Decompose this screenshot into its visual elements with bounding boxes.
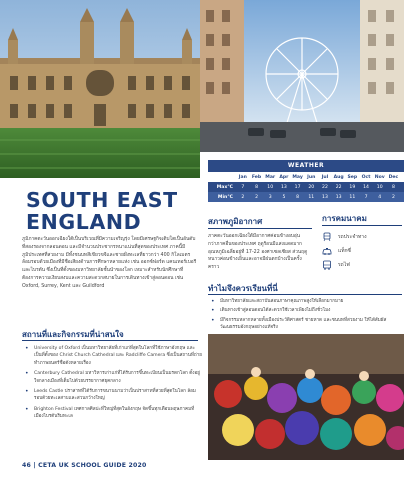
max-temp-value: 20	[308, 184, 315, 190]
max-temp-value: 10	[267, 184, 274, 190]
month-label: Jan	[238, 174, 247, 180]
min-temp-value: 13	[335, 194, 342, 200]
min-temp-value: 11	[308, 194, 315, 200]
weather-months-row	[208, 172, 404, 182]
oxford-college-photo	[0, 0, 200, 178]
places-heading: สถานที่และกิจกรรมที่น่าสนใจ	[22, 330, 124, 339]
max-temp-value: 8	[255, 184, 258, 190]
max-temp-label: Max°C	[216, 184, 233, 190]
page-footer: 46 | CETA UK SCHOOL GUIDE 2020	[22, 462, 147, 469]
why-study-list	[208, 298, 402, 334]
list-item: • Brighton Festival เทศกาลศิลปะที่ใหญ่ที่สุดในอังกฤษ จัดขึ้นทุกเดือนพฤษภาคมที่เมืองไบรตันริมทะเล	[25, 405, 195, 420]
list-item: • Leeds Castle ปราสาทที่ได้รับการขนานนามว่าเป็นปราสาทที่สวยที่สุดในโลก ล้อมรอบด้วยทะเลสาบและสวนกว้างใหญ่	[25, 388, 196, 402]
climate-heading: สภาพภูมิอากาศ	[208, 217, 263, 226]
transport-label: แท็กซี่	[338, 248, 351, 254]
list-item: • มีกิจกรรมหลากหลายทั้งเมืองประวัติศาสตร์ ชายหาด และชนบทที่สวยงาม ให้ได้สัมผัสวัฒนธรรมอังกฤษอย่างแท้จริง	[211, 316, 387, 331]
page-title-line-1: SOUTH EAST	[26, 188, 178, 212]
min-temp-value: 7	[364, 194, 368, 200]
min-temp-value: 3	[268, 194, 272, 200]
max-temp-value: 17	[294, 184, 301, 190]
transport-label: รถประจำทาง	[338, 234, 367, 240]
climate-paragraph: ภาคตะวันออกเฉียงใต้มีอากาศค่อนข้างอบอุ่นกว่าภาคอื่นของประเทศ ฤดูร้อนมีแสงแดดมาก อุณหภูมิเฉลี่ยอยู่ที่ 17-22 องศาเซลเซียส ส่วนฤดูหนาวค่อนข้างเย็นและอาจมีฝนตกบ้างเป็นครั้งคราว	[208, 234, 308, 271]
month-label: May	[292, 174, 303, 180]
max-temp-value: 7	[241, 184, 245, 190]
min-temp-value: 11	[349, 194, 356, 200]
places-divider	[22, 340, 198, 341]
bus-icon	[322, 260, 332, 270]
month-label: Mar	[265, 174, 276, 180]
min-temp-label: Min°C	[217, 194, 233, 200]
transport-list	[322, 230, 402, 272]
month-label: Jul	[321, 174, 329, 180]
weather-table-heading: WEATHER	[208, 160, 404, 172]
min-temp-value: 2	[391, 194, 395, 200]
month-label: Sep	[347, 174, 358, 180]
month-label: Dec	[388, 174, 399, 180]
min-temp-value: 4	[378, 194, 382, 200]
intro-paragraph: ภูมิภาคตะวันออกเฉียงใต้เป็นบริเวณที่มีความเจริญรุ่ง โดยมีเศรษฐกิจเติบโตเป็นอันดับที่สองรองจากลอนดอน และมีจำนวนประชากรหนาแน่นที่สุดของประเทศ ภาคนี้มีภูมิประเทศที่สวยงาม มีทั้งชนบทสีเขียวขจีและชายฝั่งทะเลที่ยาวกว่า 400 กิโลเมตร ล้อมรอบด้วยเมืองที่มีชื่อเสียงด้านการศึกษาหลายแห่ง เช่น ออกซ์ฟอร์ด แคนเทอร์เบอรี และไบรตัน ซึ่งเป็นที่ตั้งของมหาวิทยาลัยชั้นนำของโลก เหมาะสำหรับนักศึกษาที่ต้องการความเงียบสงบและความสะดวกสบายในการเดินทางเข้าสู่ลอนดอน เช่น Oxford, Surrey, Kent และ Guildford	[22, 237, 197, 289]
transport-divider	[322, 225, 402, 226]
taxi-icon	[322, 246, 332, 256]
max-temp-value: 13	[280, 184, 287, 190]
max-temp-value: 22	[322, 184, 328, 190]
why-study-heading: ทำไมจึงควรเรียนที่นี่	[208, 284, 278, 293]
max-temp-value: 19	[349, 184, 356, 190]
max-temp-value: 10	[376, 184, 383, 190]
month-label: Apr	[279, 174, 289, 180]
min-temp-value: 2	[241, 194, 245, 200]
max-temp-value: 14	[363, 184, 369, 190]
min-temp-value: 13	[322, 194, 328, 200]
month-label: Aug	[333, 174, 344, 180]
transport-label: รถไฟ	[338, 262, 350, 268]
transport-item	[322, 258, 402, 272]
month-label: Jun	[307, 174, 316, 180]
month-label: Feb	[251, 174, 262, 180]
min-temp-value: 8	[296, 194, 300, 200]
min-temp-value: 2	[255, 194, 258, 200]
list-item: • เดินทางเข้าสู่ลอนดอนได้สะดวกใช้เวลาเพียงไม่ถึงชั่วโมง	[211, 307, 331, 315]
month-label: Oct	[361, 174, 371, 180]
transport-heading: การคมนาคม	[322, 214, 367, 223]
brighton-seafront-photo	[200, 0, 404, 152]
page-title	[26, 189, 206, 233]
transport-item	[322, 244, 402, 258]
why-study-divider	[208, 294, 402, 295]
weather-min-row	[208, 192, 404, 202]
page-title-line-2: ENGLAND	[26, 210, 142, 234]
festival-crowd-photo	[208, 334, 404, 460]
list-item: • มีมหาวิทยาลัยและสถาบันสอนภาษาคุณภาพสูงให้เลือกมากมาย	[211, 298, 344, 305]
transport-item	[322, 230, 402, 244]
list-item: • University of Oxford เป็นมหาวิทยาลัยที่เก่าแก่ที่สุดในโลกที่ใช้ภาษาอังกฤษ และเป็นที่ตั้งของ Christ Church Cathedral และ Radcliffe Camera ซึ่งเป็นสถานที่ถ่ายทำภาพยนตร์ชื่อดังหลายเรื่อง	[25, 345, 202, 366]
list-item: • Canterbury Cathedral มหาวิหารเก่าแก่ที่ได้รับการขึ้นทะเบียนเป็นมรดกโลก ตั้งอยู่ใจกลางเมืองที่เต็มไปด้วยบรรยากาศยุคกลาง	[25, 370, 200, 384]
train-icon	[322, 232, 332, 242]
weather-table	[208, 160, 404, 206]
min-temp-value: 5	[282, 194, 286, 200]
weather-max-row	[208, 182, 404, 192]
month-label: Nov	[374, 174, 385, 180]
climate-divider	[208, 228, 312, 229]
max-temp-value: 22	[335, 184, 342, 190]
places-list	[22, 345, 202, 424]
max-temp-value: 8	[391, 184, 395, 190]
